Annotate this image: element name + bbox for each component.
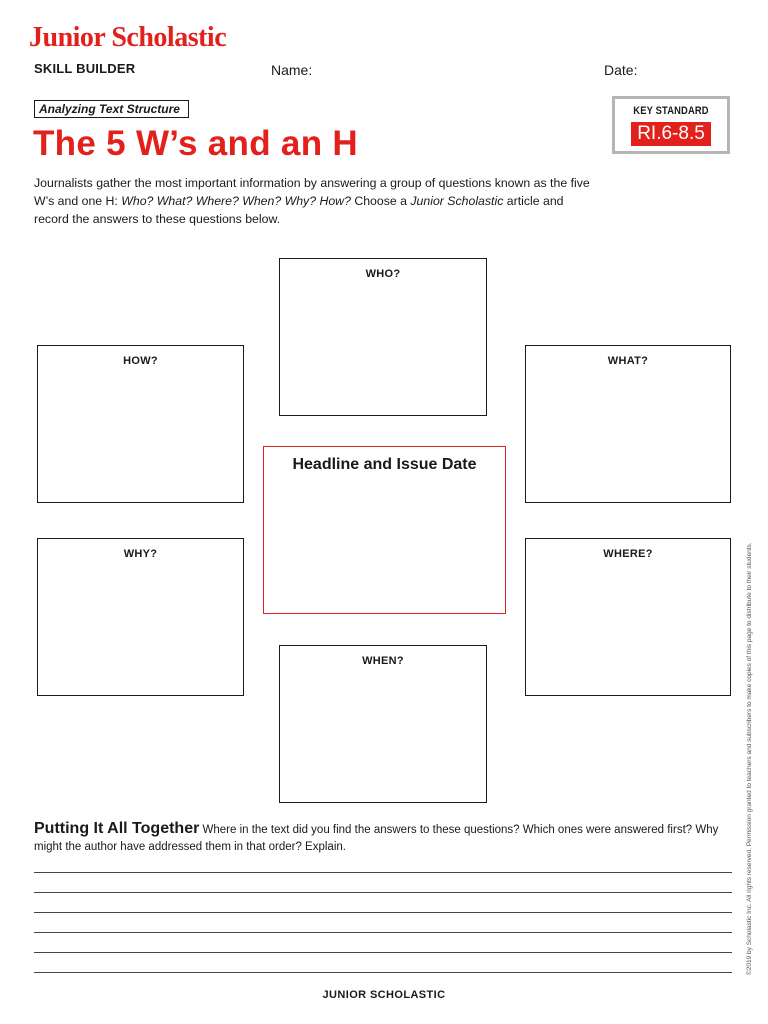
intro-text — [34, 174, 594, 228]
headline-box[interactable] — [263, 446, 506, 614]
answer-line[interactable] — [34, 952, 732, 953]
what-label: WHAT? — [607, 355, 649, 367]
putting-together-heading: Putting It All Together — [34, 820, 200, 837]
why-label: WHY? — [123, 548, 158, 560]
answer-line[interactable] — [34, 872, 732, 873]
section-label: SKILL BUILDER — [34, 61, 136, 76]
page-title: The 5 W’s and an H — [33, 124, 358, 163]
intro-part2: Choose a — [350, 194, 411, 208]
footer: JUNIOR SCHOLASTIC — [322, 989, 446, 1001]
putting-together-text: Where in the text did you find the answers to these questions? Which ones were answered first? Why might the author have addressed them in that order? Explain. — [34, 824, 719, 853]
date-label: Date: — [604, 62, 638, 78]
what-box[interactable] — [525, 345, 731, 503]
headline-label: Headline and Issue Date — [292, 456, 477, 473]
who-label: WHO? — [365, 268, 401, 280]
key-standard-box — [612, 96, 730, 154]
topic-tag: Analyzing Text Structure — [34, 100, 189, 118]
answer-line[interactable] — [34, 912, 732, 913]
brand-logo: Junior Scholastic — [29, 22, 227, 53]
copyright-notice: ©2019 by Scholastic Inc. All rights reserved. Permission granted to teachers and subscribers to make copies of this page to distribute to their students. — [746, 542, 753, 975]
how-label: HOW? — [123, 355, 158, 367]
answer-line[interactable] — [34, 892, 732, 893]
when-box[interactable] — [279, 645, 487, 803]
intro-magazine: Junior Scholastic — [410, 194, 504, 208]
who-box[interactable] — [279, 258, 487, 416]
intro-part1: Journalists gather the most important information by answering a group of questions known as the five W’s and one H: — [34, 176, 590, 208]
answer-line[interactable] — [34, 932, 732, 933]
intro-questions: Who? What? Where? When? Why? How? — [121, 194, 351, 208]
putting-together — [34, 820, 734, 856]
how-box[interactable] — [37, 345, 244, 503]
intro-part3: article and record the answers to these questions below. — [34, 194, 564, 226]
key-standard-title: KEY STANDARD — [633, 105, 709, 117]
name-label: Name: — [271, 62, 313, 78]
where-box[interactable] — [525, 538, 731, 696]
why-box[interactable] — [37, 538, 244, 696]
answer-line[interactable] — [34, 972, 732, 973]
when-label: WHEN? — [362, 655, 404, 667]
key-standard-code: RI.6-8.5 — [631, 122, 711, 146]
where-label: WHERE? — [603, 548, 653, 560]
